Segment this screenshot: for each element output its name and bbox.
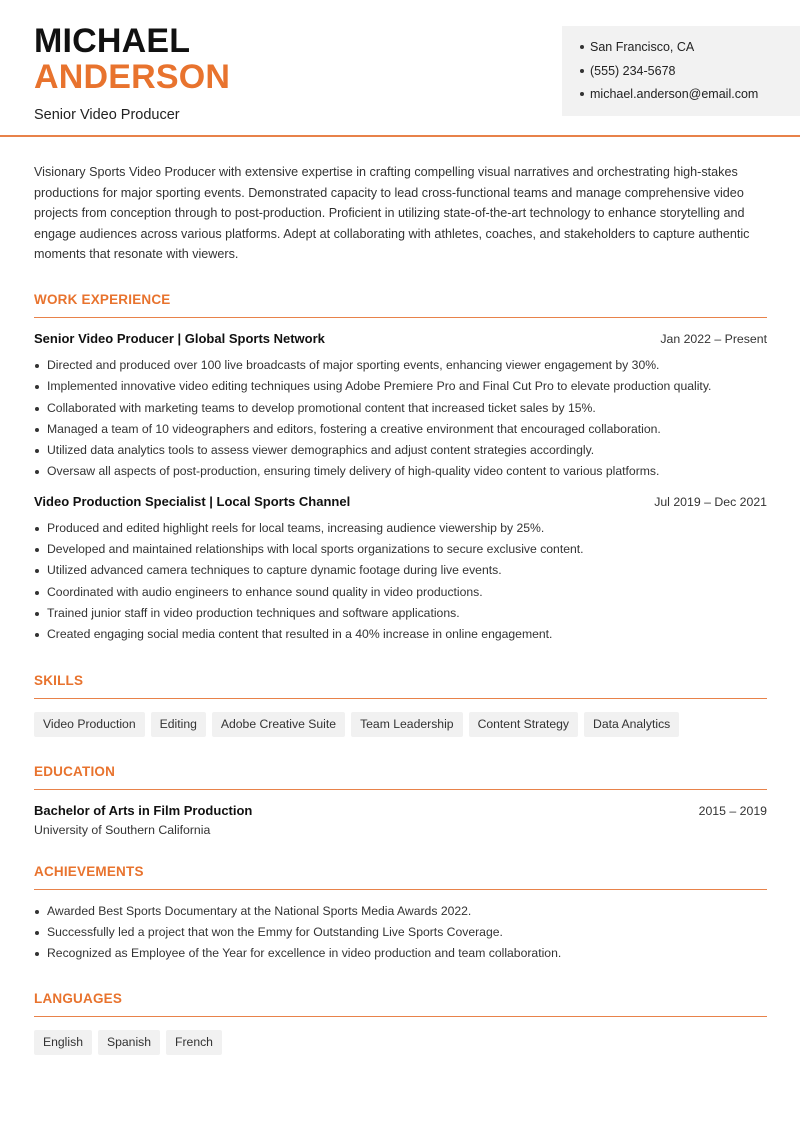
list-item bbox=[34, 624, 767, 645]
bullet-icon bbox=[35, 470, 39, 474]
section-title-education: EDUCATION bbox=[34, 764, 767, 790]
job-entry bbox=[34, 494, 767, 646]
bullet-icon bbox=[35, 910, 39, 914]
bullet-icon bbox=[35, 407, 39, 411]
job-role: Senior Video Producer | Global Sports Network bbox=[34, 330, 325, 346]
list-item-text: Utilized advanced camera techniques to capture dynamic footage during live events. bbox=[47, 563, 502, 578]
bullet-icon bbox=[580, 45, 584, 49]
skill-tag: Content Strategy bbox=[469, 712, 578, 737]
list-item bbox=[34, 461, 767, 482]
job-date: Jan 2022 – Present bbox=[660, 331, 767, 346]
education-entry bbox=[34, 803, 767, 837]
section-title-skills: SKILLS bbox=[34, 673, 767, 699]
list-item-text: Directed and produced over 100 live broadcasts of major sporting events, enhancing viewer engagement by 30%. bbox=[47, 357, 660, 372]
list-item bbox=[34, 560, 767, 581]
bullet-icon bbox=[35, 612, 39, 616]
skill-tag: Video Production bbox=[34, 712, 145, 737]
resume-header bbox=[0, 0, 800, 137]
bullet-icon bbox=[580, 69, 584, 73]
list-item bbox=[34, 376, 767, 397]
resume-body bbox=[34, 162, 767, 1055]
list-item bbox=[34, 943, 767, 964]
section-title-achievements: ACHIEVEMENTS bbox=[34, 864, 767, 890]
language-tag: English bbox=[34, 1030, 92, 1055]
list-item-text: Managed a team of 10 videographers and editors, fostering a creative environment that encouraged collaboration. bbox=[47, 421, 661, 436]
list-item-text: Developed and maintained relationships with local sports organizations to secure exclusive content. bbox=[47, 542, 584, 557]
list-item bbox=[34, 398, 767, 419]
education-header bbox=[34, 803, 767, 818]
list-item-text: Implemented innovative video editing techniques using Adobe Premiere Pro and Final Cut Pro to elevate production quality. bbox=[47, 379, 712, 394]
contact-location-text: San Francisco, CA bbox=[590, 40, 695, 54]
list-item-text: Created engaging social media content that resulted in a 40% increase in online engagement. bbox=[47, 627, 553, 642]
skill-tag: Adobe Creative Suite bbox=[212, 712, 345, 737]
first-name: MICHAEL bbox=[34, 22, 191, 60]
bullet-icon bbox=[35, 527, 39, 531]
list-item-text: Produced and edited highlight reels for local teams, increasing audience viewership by 25%. bbox=[47, 520, 545, 535]
summary: Visionary Sports Video Producer with extensive expertise in crafting compelling visual narratives and orchestrating high-stakes productions for major sporting events. Demonstrated capacity to lead cross-functional teams and manage comprehensive video projects from conception through to post-production. Proficient in utilizing state-of-the-art technology to enhance storytelling and engage audiences across various platforms. Adept at collaborating with athletes, coaches, and stakeholders to capture authentic moments that resonate with viewers. bbox=[34, 165, 750, 262]
job-bullets bbox=[34, 518, 767, 646]
achievements-list bbox=[34, 901, 767, 965]
list-item-text: Coordinated with audio engineers to enhance sound quality in video productions. bbox=[47, 584, 483, 599]
list-item bbox=[34, 419, 767, 440]
language-tag: Spanish bbox=[98, 1030, 160, 1055]
contact-email-text: michael.anderson@email.com bbox=[590, 87, 759, 101]
list-item-text: Utilized data analytics tools to assess viewer demographics and adjust content strategies accordingly. bbox=[47, 443, 595, 458]
bullet-icon bbox=[35, 364, 39, 368]
job-header bbox=[34, 494, 767, 509]
contact-box bbox=[562, 26, 800, 116]
list-item-text: Collaborated with marketing teams to develop promotional content that increased ticket sales by 15%. bbox=[47, 400, 596, 415]
list-item bbox=[34, 539, 767, 560]
job-header bbox=[34, 331, 767, 346]
list-item bbox=[34, 440, 767, 461]
job-title: Senior Video Producer bbox=[34, 107, 180, 123]
bullet-icon bbox=[35, 569, 39, 573]
list-item-text: Awarded Best Sports Documentary at the National Sports Media Awards 2022. bbox=[47, 903, 472, 918]
skill-tag: Team Leadership bbox=[351, 712, 463, 737]
bullet-icon bbox=[580, 92, 584, 96]
bullet-icon bbox=[35, 385, 39, 389]
contact-phone-text: (555) 234-5678 bbox=[590, 63, 676, 78]
list-item-text: Recognized as Employee of the Year for excellence in video production and team collaboration. bbox=[47, 946, 562, 961]
section-title-languages: LANGUAGES bbox=[34, 991, 767, 1017]
skill-tag: Editing bbox=[151, 712, 206, 737]
school: University of Southern California bbox=[34, 822, 211, 837]
last-name: ANDERSON bbox=[34, 58, 231, 96]
language-tag: French bbox=[166, 1030, 222, 1055]
contact-location bbox=[580, 39, 800, 63]
bullet-icon bbox=[35, 428, 39, 432]
job-entry bbox=[34, 331, 767, 483]
bullet-icon bbox=[35, 633, 39, 637]
skill-tag: Data Analytics bbox=[584, 712, 679, 737]
education-date: 2015 – 2019 bbox=[698, 803, 767, 818]
contact-phone bbox=[580, 63, 800, 87]
language-tags bbox=[34, 1030, 767, 1055]
skills-tags bbox=[34, 712, 767, 737]
bullet-icon bbox=[35, 952, 39, 956]
bullet-icon bbox=[35, 449, 39, 453]
name-block bbox=[34, 24, 230, 123]
list-item bbox=[34, 518, 767, 539]
list-item-text: Successfully led a project that won the Emmy for Outstanding Live Sports Coverage. bbox=[47, 924, 503, 939]
bullet-icon bbox=[35, 548, 39, 552]
job-bullets bbox=[34, 355, 767, 483]
section-title-work: WORK EXPERIENCE bbox=[34, 292, 767, 318]
list-item bbox=[34, 603, 767, 624]
degree: Bachelor of Arts in Film Production bbox=[34, 802, 253, 818]
bullet-icon bbox=[35, 931, 39, 935]
list-item-text: Oversaw all aspects of post-production, ensuring timely delivery of high-quality video content to various platforms. bbox=[47, 464, 660, 479]
list-item bbox=[34, 355, 767, 376]
bullet-icon bbox=[35, 591, 39, 595]
job-date: Jul 2019 – Dec 2021 bbox=[654, 494, 767, 509]
contact-email bbox=[580, 86, 800, 110]
job-role: Video Production Specialist | Local Sports Channel bbox=[34, 493, 351, 509]
list-item-text: Trained junior staff in video production techniques and software applications. bbox=[47, 605, 460, 620]
list-item bbox=[34, 901, 767, 922]
list-item bbox=[34, 582, 767, 603]
list-item bbox=[34, 922, 767, 943]
